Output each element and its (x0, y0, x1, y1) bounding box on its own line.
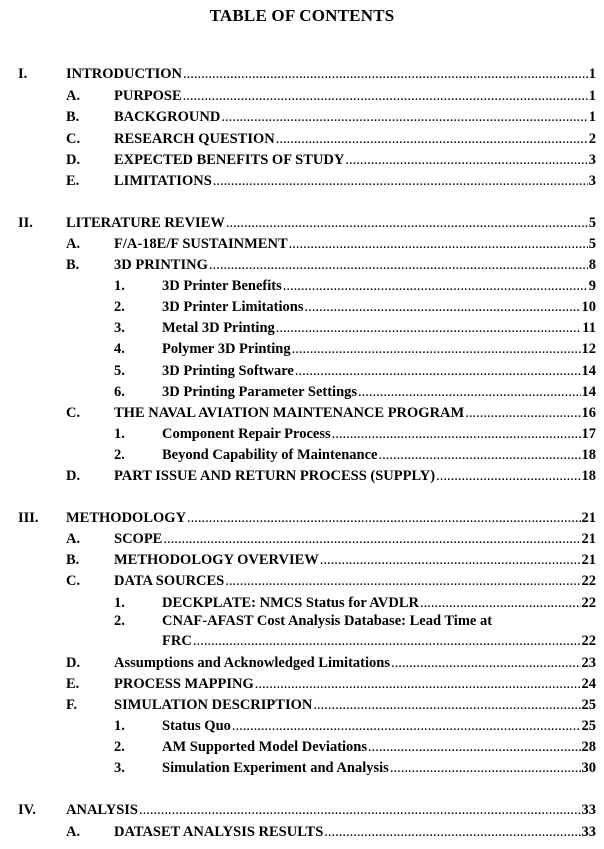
toc-entry-title: ANALYSIS (66, 802, 138, 818)
toc-entry-page-number: 1 (588, 66, 596, 82)
toc-entry-number: F. (66, 697, 78, 713)
toc-entry-page-number: 21 (581, 552, 596, 568)
toc-entry-title: PART ISSUE AND RETURN PROCESS (SUPPLY) (114, 468, 436, 484)
toc-entry[interactable] (0, 716, 604, 736)
toc-entry[interactable] (0, 255, 604, 275)
toc-entry-page-number: 28 (581, 739, 596, 755)
toc-entry[interactable] (0, 550, 604, 570)
toc-entry-title: Assumptions and Acknowledged Limitations (114, 655, 390, 671)
dot-leader (358, 382, 580, 402)
toc-entry-page-number: 25 (581, 697, 596, 713)
toc-entry-page-number: 22 (581, 573, 596, 589)
dot-leader (225, 571, 580, 591)
toc-entry-title: SCOPE (114, 531, 163, 547)
toc-entry-title: LIMITATIONS (114, 173, 212, 189)
dot-leader (313, 695, 580, 715)
toc-entry-page-number: 12 (581, 341, 596, 357)
toc-entry-number: B. (66, 552, 80, 568)
toc-entry[interactable] (0, 822, 604, 842)
toc-entry[interactable] (0, 424, 604, 444)
toc-entry-title: EXPECTED BENEFITS OF STUDY (114, 152, 345, 168)
dot-leader (295, 361, 581, 381)
toc-entry-number: B. (66, 109, 80, 125)
toc-entry-page-number: 33 (581, 824, 596, 840)
toc-entry-page-number: 14 (581, 384, 596, 400)
toc-entry-title: INTRODUCTION (66, 66, 183, 82)
toc-entry[interactable] (0, 674, 604, 694)
toc-entry-title: Metal 3D Printing (162, 320, 275, 336)
dot-leader (292, 339, 581, 359)
toc-entry-page-number: 25 (581, 718, 596, 734)
toc-entry[interactable] (0, 382, 604, 402)
dot-leader (255, 674, 581, 694)
toc-entry-title: DATASET ANALYSIS RESULTS (114, 824, 324, 840)
toc-entry-page-number: 1 (588, 109, 596, 125)
dot-leader (226, 213, 588, 233)
toc-entry-title: Simulation Experiment and Analysis (162, 760, 389, 776)
toc-entry[interactable] (0, 758, 604, 778)
toc-entry[interactable] (0, 508, 604, 528)
toc-entry-number: 5. (114, 363, 125, 379)
toc-entry[interactable] (0, 297, 604, 317)
toc-entry-title: 3D Printing Parameter Settings (162, 384, 358, 400)
toc-entry-title: Component Repair Process (162, 426, 331, 442)
dot-leader (320, 550, 581, 570)
dot-leader (221, 107, 587, 127)
dot-leader (379, 445, 581, 465)
toc-entry-page-number: 22 (581, 595, 596, 611)
toc-entry[interactable] (0, 445, 604, 465)
dot-leader (368, 737, 580, 757)
page-title: TABLE OF CONTENTS (209, 6, 395, 25)
toc-entry-number: D. (66, 468, 81, 484)
toc-entry-number: 1. (114, 278, 125, 294)
toc-entry-number: II. (18, 215, 33, 231)
toc-entry-title: LITERATURE REVIEW (66, 215, 225, 231)
toc-entry-number: E. (66, 173, 80, 189)
dot-leader (276, 318, 582, 338)
toc-entry-page-number: 5 (588, 236, 596, 252)
toc-entry[interactable] (0, 571, 604, 591)
toc-entry-title: RESEARCH QUESTION (114, 131, 275, 147)
toc-entry-page-number: 23 (581, 655, 596, 671)
toc-entry-page-number: 18 (581, 468, 596, 484)
dot-leader (465, 403, 580, 423)
toc-entry-number: 4. (114, 341, 125, 357)
toc-entry-page-number: 24 (581, 676, 596, 692)
dot-leader (163, 529, 580, 549)
dot-leader (390, 758, 581, 778)
toc-entry-page-number: 11 (582, 320, 596, 336)
toc-entry-number: A. (66, 531, 81, 547)
toc-entry[interactable] (0, 318, 604, 338)
dot-leader (283, 276, 588, 296)
toc-entry-number: A. (66, 88, 81, 104)
toc-entry-page-number: 8 (588, 257, 596, 273)
toc-entry-number: A. (66, 824, 81, 840)
toc-entry-title: Beyond Capability of Maintenance (162, 447, 378, 463)
dot-leader (183, 86, 588, 106)
toc-entry-number: 6. (114, 384, 125, 400)
dot-leader (232, 716, 581, 736)
toc-entry-page-number: 22 (581, 633, 596, 649)
toc-entry-page-number: 14 (581, 363, 596, 379)
toc-entry-number: D. (66, 152, 81, 168)
toc-entry-title: PROCESS MAPPING (114, 676, 254, 692)
toc-entry-page-number: 17 (581, 426, 596, 442)
toc-entry[interactable] (0, 466, 604, 486)
toc-entry[interactable] (0, 361, 604, 381)
toc-entry[interactable] (0, 64, 604, 84)
toc-entry[interactable] (0, 171, 604, 191)
dot-leader (305, 297, 581, 317)
dot-leader (332, 424, 581, 444)
toc-entry-title: METHODOLOGY OVERVIEW (114, 552, 319, 568)
toc-entry[interactable] (0, 276, 604, 296)
toc-entry-number: 2. (114, 299, 125, 315)
dot-leader (213, 171, 588, 191)
toc-entry[interactable] (0, 213, 604, 233)
dot-leader (324, 822, 580, 842)
toc-entry-number: D. (66, 655, 81, 671)
toc-entry-page-number: 18 (581, 447, 596, 463)
toc-entry-number: C. (66, 405, 81, 421)
dot-leader (187, 508, 580, 528)
dot-leader (420, 593, 581, 613)
toc-entry-number: 2. (114, 447, 125, 463)
toc-entry-page-number: 3 (588, 152, 596, 168)
toc-entry[interactable] (0, 403, 604, 423)
toc-entry[interactable] (0, 593, 604, 613)
toc-entry[interactable] (0, 339, 604, 359)
toc-entry[interactable] (0, 150, 604, 170)
toc-entry-title: Polymer 3D Printing (162, 341, 291, 357)
toc-entry-number: C. (66, 131, 81, 147)
toc-entry-number: 1. (114, 426, 125, 442)
toc-entry-number: E. (66, 676, 80, 692)
toc-entry[interactable] (0, 234, 604, 254)
dot-leader (209, 255, 588, 275)
toc-entry-page-number: 2 (588, 131, 596, 147)
toc-entry[interactable] (0, 695, 604, 715)
toc-entry-title: FRC (162, 633, 192, 649)
toc-entry[interactable] (0, 737, 604, 757)
dot-leader (193, 631, 581, 651)
toc-entry[interactable] (0, 800, 604, 820)
toc-entry-title: PURPOSE (114, 88, 182, 104)
toc-entry-title: DECKPLATE: NMCS Status for AVDLR (162, 595, 419, 611)
toc-entry-number: 3. (114, 320, 125, 336)
toc-entry[interactable] (0, 653, 604, 673)
toc-entry-title: 3D Printer Limitations (162, 299, 304, 315)
toc-entry[interactable] (0, 129, 604, 149)
toc-entry[interactable] (0, 107, 604, 127)
toc-entry-title: 3D Printing Software (162, 363, 294, 379)
toc-entry-title: BACKGROUND (114, 109, 221, 125)
toc-entry-number: IV. (18, 802, 36, 818)
dot-leader (183, 64, 588, 84)
toc-entry-title: DATA SOURCES (114, 573, 225, 589)
toc-entry-number: 1. (114, 718, 125, 734)
toc-entry-page-number: 33 (581, 802, 596, 818)
toc-entry-title: 3D Printer Benefits (162, 278, 282, 294)
toc-entry-number: 2. (114, 739, 125, 755)
toc-entry-page-number: 5 (588, 215, 596, 231)
toc-entry-number: A. (66, 236, 81, 252)
toc-entry-number: 1. (114, 595, 125, 611)
toc-entry-page-number: 16 (581, 405, 596, 421)
toc-entry-number: 2. (114, 613, 125, 629)
toc-entry-page-number: 1 (588, 88, 596, 104)
dot-leader (289, 234, 588, 254)
toc-entry-number: C. (66, 573, 81, 589)
toc-entry[interactable] (0, 86, 604, 106)
toc-entry-number: I. (18, 66, 28, 82)
toc-entry-title: F/A-18E/F SUSTAINMENT (114, 236, 288, 252)
dot-leader (391, 653, 581, 673)
dot-leader (345, 150, 587, 170)
toc-entry-number: B. (66, 257, 80, 273)
toc-entry[interactable] (0, 529, 604, 549)
toc-entry-title: METHODOLOGY (66, 510, 187, 526)
toc-entry-title-line1: CNAF-AFAST Cost Analysis Database: Lead Time at (162, 613, 493, 629)
toc-entry-title: AM Supported Model Deviations (162, 739, 368, 755)
dot-leader (276, 129, 588, 149)
toc-entry-page-number: 9 (588, 278, 596, 294)
toc-entry-title: THE NAVAL AVIATION MAINTENANCE PROGRAM (114, 405, 465, 421)
toc-entry-number: III. (18, 510, 39, 526)
toc-entry-page-number: 30 (581, 760, 596, 776)
toc-entry-page-number: 21 (581, 531, 596, 547)
toc-entry-page-number: 21 (581, 510, 596, 526)
toc-entry-page-number: 3 (588, 173, 596, 189)
toc-entry[interactable] (0, 613, 604, 651)
toc-entry-title: Status Quo (162, 718, 231, 734)
dot-leader (436, 466, 580, 486)
toc-entry-page-number: 10 (581, 299, 596, 315)
dot-leader (139, 800, 581, 820)
toc-entry-title: SIMULATION DESCRIPTION (114, 697, 313, 713)
toc-entry-number: 3. (114, 760, 125, 776)
toc-entry-title: 3D PRINTING (114, 257, 208, 273)
